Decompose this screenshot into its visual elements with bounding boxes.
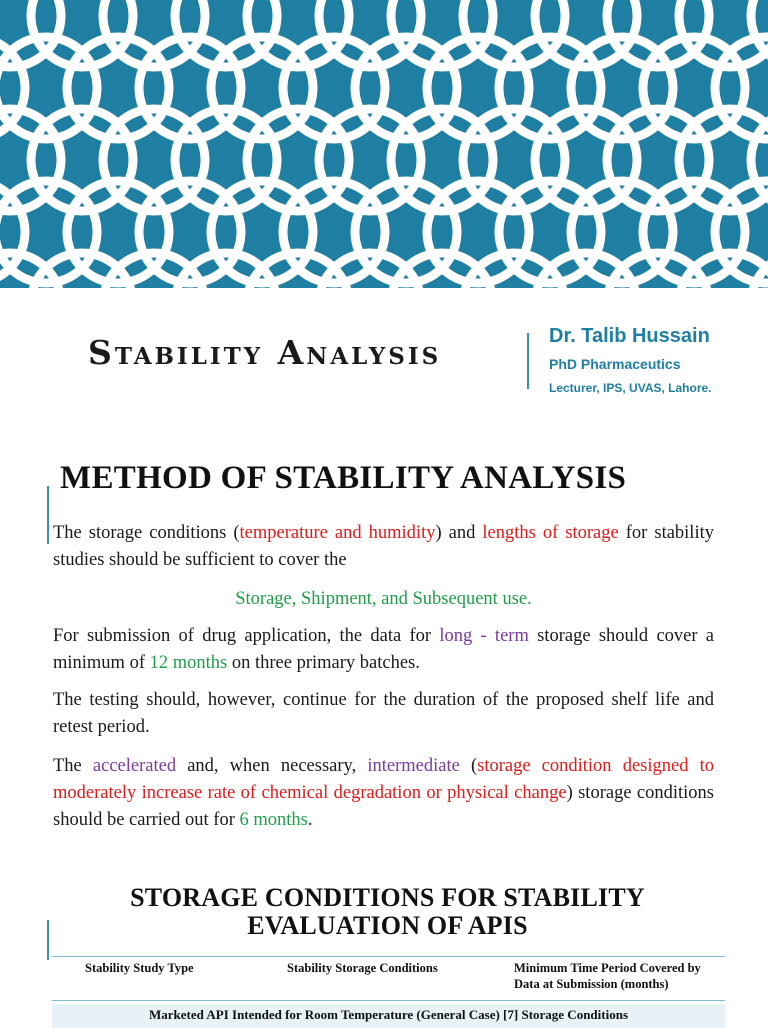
text-run: on three primary batches. xyxy=(227,653,420,673)
highlight-accelerated: accelerated xyxy=(92,756,177,776)
slide-title: Stability Analysis xyxy=(88,333,442,372)
title-divider xyxy=(527,333,529,389)
pattern-ring xyxy=(751,109,768,211)
text-run: ) and xyxy=(435,523,483,543)
column-header-study-type: Stability Study Type xyxy=(85,961,194,975)
text-run: The storage conditions ( xyxy=(53,523,240,543)
text-run: For submission of drug application, the data for xyxy=(53,626,440,646)
highlight-6-months: 6 months xyxy=(239,810,308,830)
text-run: . xyxy=(307,810,313,830)
highlight-temperature-humidity: temperature and humidity xyxy=(239,523,436,543)
text-run: The xyxy=(53,756,93,776)
paragraph-storage-conditions xyxy=(53,520,714,574)
column-header-minimum-time: Minimum Time Period Covered by Data at Submission (months) xyxy=(514,961,701,991)
text-run: and, when necessary, xyxy=(176,756,368,776)
paragraph-testing: The testing should, however, continue for the duration of the proposed shelf life and retest period. xyxy=(53,690,714,737)
author-name: Dr. Talib Hussain xyxy=(549,325,710,347)
circle-pattern-graphic xyxy=(0,0,768,288)
table-row-label: Marketed API Intended for Room Temperature (General Case) [7] Storage Conditions xyxy=(148,1007,629,1022)
author-role: Lecturer, IPS, UVAS, Lahore. xyxy=(549,381,712,395)
paragraph-accelerated xyxy=(53,753,714,834)
text-run: ) storage conditions should be carried out for xyxy=(53,783,714,830)
paragraph-storage-shipment: Storage, Shipment, and Subsequent use. xyxy=(235,589,532,609)
table-row xyxy=(52,1004,725,1028)
table-header-border xyxy=(52,1000,725,1001)
author-degree: PhD Pharmaceutics xyxy=(549,356,681,372)
paragraph-submission xyxy=(53,623,714,677)
text-run: storage should cover a minimum of xyxy=(53,626,715,673)
slide-accent-bar xyxy=(47,920,49,960)
highlight-intermediate: intermediate xyxy=(367,756,460,776)
decorative-banner xyxy=(0,0,768,288)
storage-heading: STORAGE CONDITIONS FOR STABILITY EVALUATION OF APIS xyxy=(130,883,645,940)
text-run: for stability studies should be sufficient to cover the xyxy=(53,523,714,570)
table-top-border xyxy=(52,956,725,957)
method-heading: METHOD OF STABILITY ANALYSIS xyxy=(60,460,627,496)
highlight-long-term: long - term xyxy=(439,626,529,646)
slide-accent-bar xyxy=(47,486,49,544)
column-header-storage-conditions: Stability Storage Conditions xyxy=(287,961,438,975)
highlight-12-months: 12 months xyxy=(149,653,228,673)
highlight-lengths-of-storage: lengths of storage xyxy=(482,523,619,543)
text-run: ( xyxy=(459,756,478,776)
highlight-storage-condition-definition: storage condition designed to moderately increase rate of chemical degradation or physical change xyxy=(53,756,714,803)
